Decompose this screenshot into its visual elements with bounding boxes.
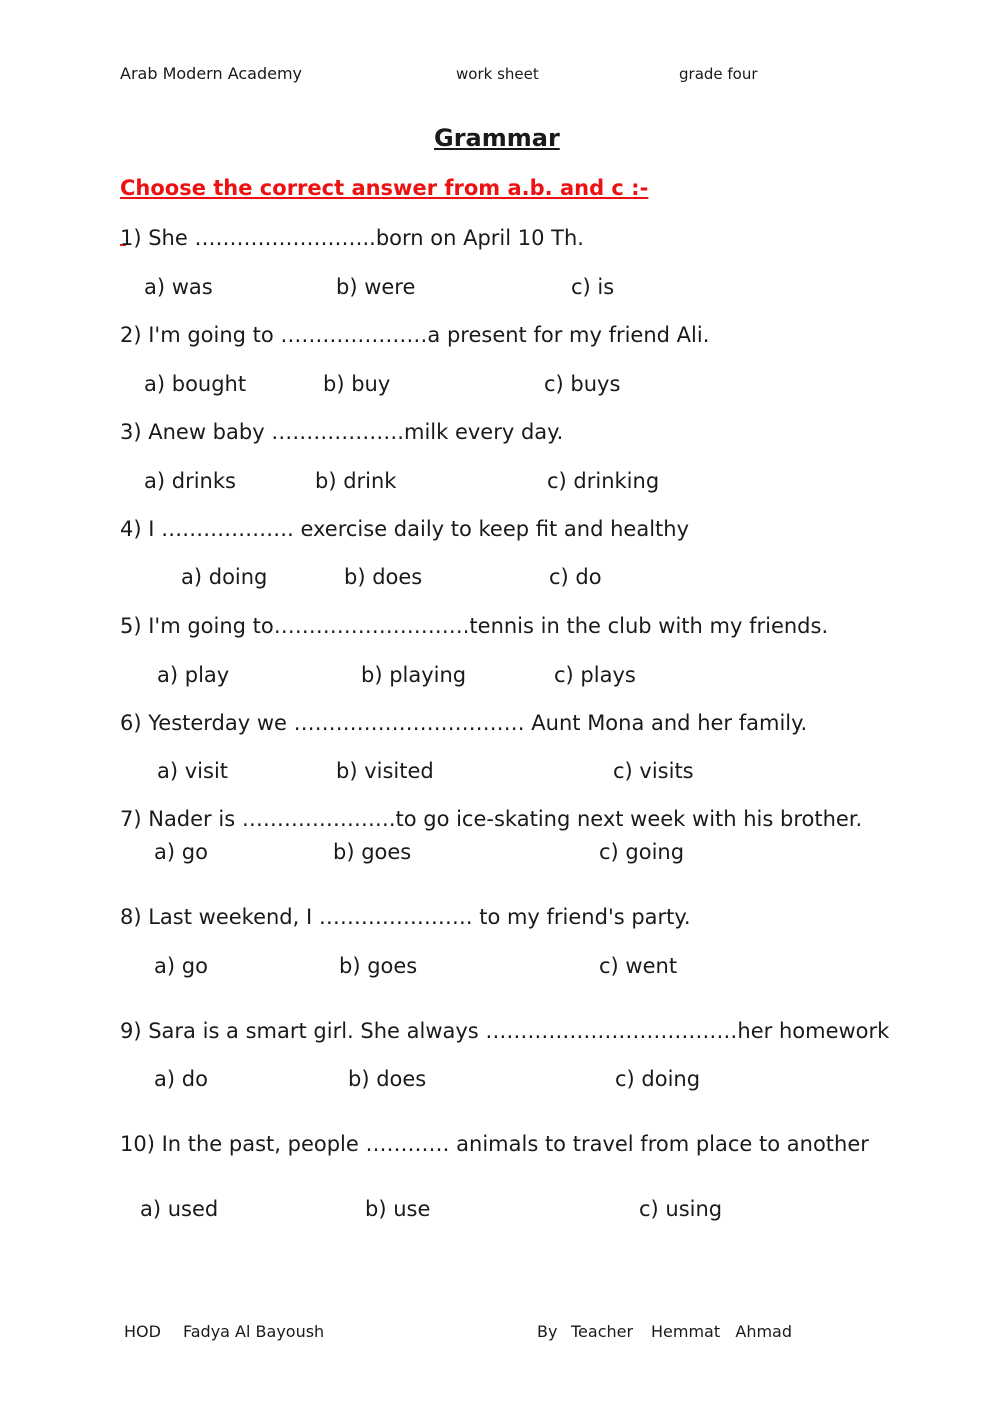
q9-option-b: b) does [348, 1067, 427, 1091]
school-name: Arab Modern Academy [120, 64, 303, 83]
question-8: 8) Last weekend, I …………………. to my friend's party. [120, 905, 691, 929]
question-1: 1) She ……………………..born on April 10 Th. [120, 226, 584, 250]
grade-label: grade four [679, 65, 758, 83]
hod-name: Fadya Al Bayoush [183, 1322, 325, 1341]
question-9: 9) Sara is a smart girl. She always ………………………………her homework [120, 1019, 890, 1043]
question-10: 10) In the past, people ………… animals to travel from place to another [120, 1132, 869, 1156]
teacher-name: Hemmat Ahmad [651, 1322, 793, 1341]
q1-option-b: b) were [336, 275, 416, 299]
question-4: 4) I ………………. exercise daily to keep fit and healthy [120, 517, 689, 541]
q3-option-c: c) drinking [547, 469, 660, 493]
q2-option-c: c) buys [544, 372, 621, 396]
q4-option-b: b) does [344, 565, 423, 589]
q3-option-a: a) drinks [144, 469, 236, 493]
q5-option-a: a) play [157, 663, 230, 687]
hod-label: HOD [124, 1322, 161, 1341]
q7-option-b: b) goes [333, 840, 412, 864]
q10-option-a: a) used [140, 1197, 219, 1221]
q9-option-c: c) doing [615, 1067, 701, 1091]
q8-option-c: c) went [599, 954, 678, 978]
q7-option-c: c) going [599, 840, 685, 864]
q8-option-b: b) goes [339, 954, 418, 978]
q4-option-a: a) doing [181, 565, 268, 589]
q8-option-a: a) go [154, 954, 208, 978]
question-5: 5) I'm going to……………………….tennis in the club with my friends. [120, 614, 829, 638]
instruction: Choose the correct answer from a.b. and c :- [120, 176, 649, 200]
page-title: Grammar [434, 124, 560, 152]
question-6: 6) Yesterday we …………………………… Aunt Mona and her family. [120, 711, 808, 735]
teacher-label: Teacher [571, 1322, 634, 1341]
q10-option-b: b) use [365, 1197, 431, 1221]
q6-option-b: b) visited [336, 759, 434, 783]
q5-option-c: c) plays [554, 663, 636, 687]
q3-option-b: b) drink [315, 469, 397, 493]
q9-option-a: a) do [154, 1067, 208, 1091]
question-2: 2) I'm going to …………………a present for my friend Ali. [120, 323, 710, 347]
q2-option-a: a) bought [144, 372, 247, 396]
q1-option-a: a) was [144, 275, 213, 299]
question-3: 3) Anew baby ……………….milk every day. [120, 420, 564, 444]
q6-option-a: a) visit [157, 759, 229, 783]
q10-option-c: c) using [639, 1197, 723, 1221]
q5-option-b: b) playing [361, 663, 467, 687]
q1-option-c: c) is [571, 275, 615, 299]
by-label: By [537, 1322, 558, 1341]
q2-option-b: b) buy [323, 372, 391, 396]
question-7: 7) Nader is ………………….to go ice-skating next week with his brother. [120, 807, 863, 831]
worksheet-type: work sheet [456, 65, 539, 83]
q7-option-a: a) go [154, 840, 208, 864]
q4-option-c: c) do [549, 565, 602, 589]
q6-option-c: c) visits [613, 759, 694, 783]
